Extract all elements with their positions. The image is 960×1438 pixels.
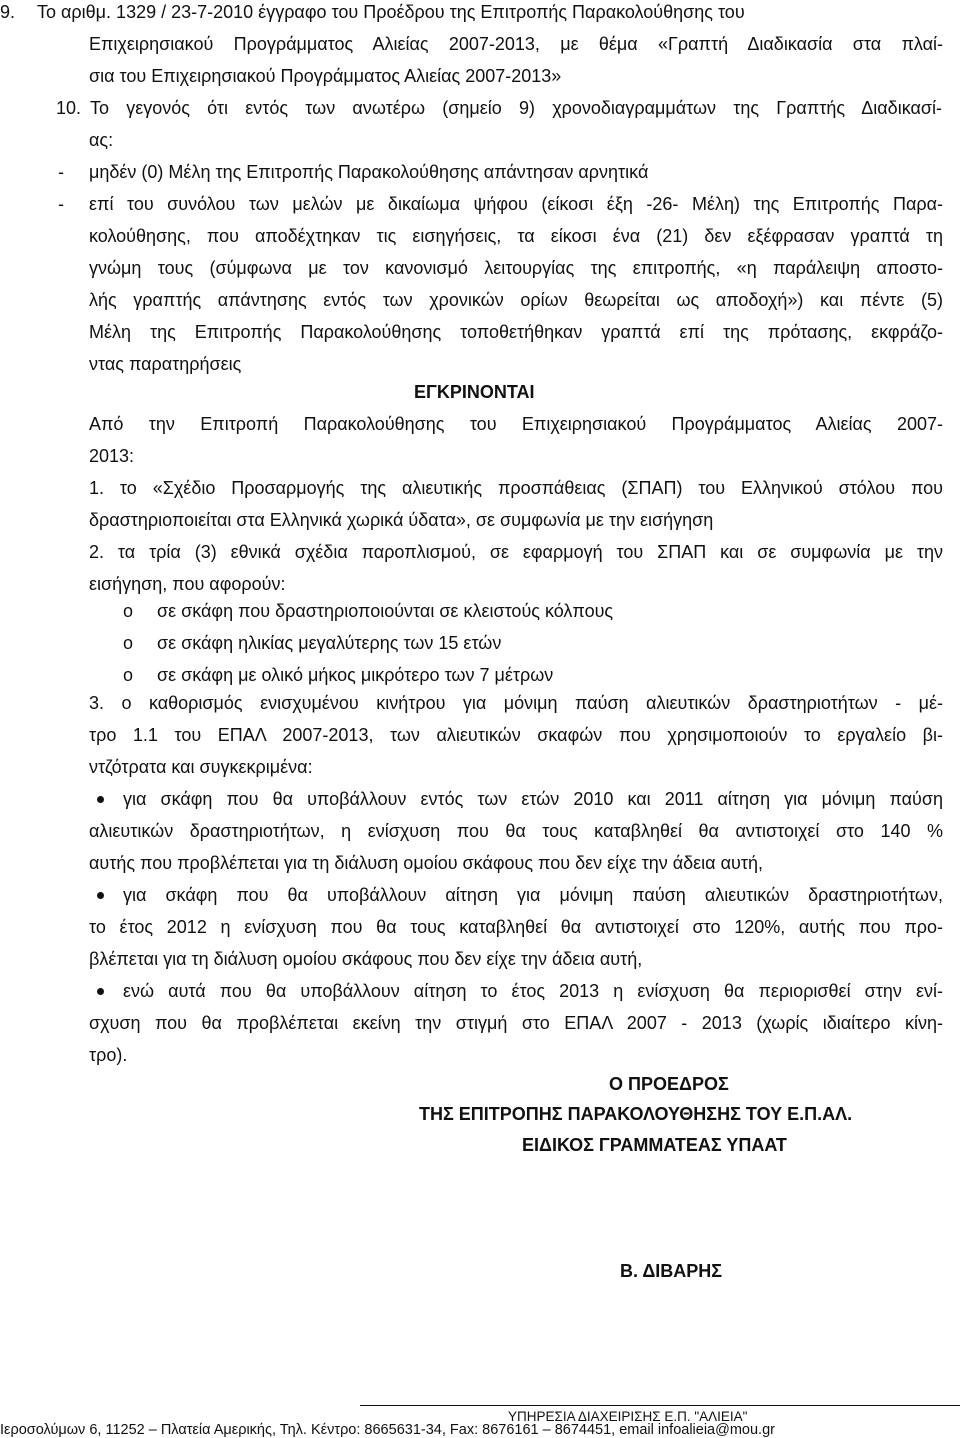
dash-item-1: μηδέν (0) Μέλη της Επιτροπής Παρακολούθησης απάντησαν αρνητικά [89,162,649,182]
continuation-line-3: λής γραπτής απάντησης εντός των χρονικών ορίων θεωρείται ως αποδοχή») και πέντε (5) [89,290,943,310]
point-3-line-2: τρο 1.1 του ΕΠΑΛ 2007-2013, των αλιευτικών σκαφών που χρησιμοποιούν το εργαλείο βι- [89,725,943,745]
footer-rule [360,1405,960,1406]
bullet-3-line-1: ενώ αυτά που θα υποβάλλουν αίτηση το έτος 2013 η ενίσχυση θα περιορισθεί στην ενί- [123,981,943,1001]
continuation-line-4: Μέλη της Επιτροπής Παρακολούθησης τοποθετήθηκαν γραπτά επί της πρότασης, εκφράζο- [89,322,943,342]
continuation-line-1: κολούθησης, που αποδέχτηκαν τις εισηγήσεις, τα είκοσι ένα (21) δεν εξέφρασαν γραπτά τη [89,226,943,246]
point-2-line-2: εισήγηση, που αφορούν: [89,574,286,594]
point-3-line-3: ντζότρατα και συγκεκριμένα: [89,757,313,777]
bullet-dot [97,892,104,899]
sub-item-marker: o [123,601,134,621]
sub-item-marker: o [123,633,134,653]
dash-marker: - [58,194,64,214]
sub-item-1: σε σκάφη που δραστηριοποιούνται σε κλειστούς κόλπους [157,601,614,621]
signature-title-1: Ο ΠΡΟΕΔΡΟΣ [609,1074,729,1094]
dash-marker: - [58,162,64,182]
point-1-line-2: δραστηριοποιείται στα Ελληνικά χωρικά ύδατα», σε συμφωνία με την εισήγηση [89,510,714,530]
continuation-line-2: γνώμη τους (σύμφωνα με τον κανονισμό λειτουργίας της επιτροπής, «η παράλειψη αποστο- [89,258,943,278]
item-9-line-1: Το αριθμ. 1329 / 23-7-2010 έγγραφο του Προέδρου της Επιτροπής Παρακολούθησης του [37,2,745,22]
footer-service: ΥΠΗΡΕΣΙΑ ΔΙΑΧΕΙΡΙΣΗΣ Ε.Π. "ΑΛΙΕΙΑ" [508,1409,748,1424]
approval-intro-line-2: 2013: [89,446,135,466]
signature-title-3: ΕΙΔΙΚΟΣ ΓΡΑΜΜΑΤΕΑΣ ΥΠΑΑΤ [522,1135,787,1155]
bullet-1-line-2: αλιευτικών δραστηριοτήτων, η ενίσχυση που θα τους καταβληθεί θα αντιστοιχεί στο 140 % [89,821,943,841]
point-3-line-1: 3. ο καθορισμός ενισχυμένου κινήτρου για μόνιμη παύση αλιευτικών δραστηριοτήτων - μέ- [89,693,943,713]
bullet-3-line-3: τρο). [89,1045,128,1065]
bullet-dot [97,988,104,995]
bullet-1-line-1: για σκάφη που θα υποβάλλουν εντός των ετών 2010 και 2011 αίτηση για μόνιμη παύση [123,789,943,809]
item-9-line-3: σια του Επιχειρησιακού Προγράμματος Αλιείας 2007-2013» [89,66,562,86]
bullet-1-line-3: αυτής που προβλέπεται για τη διάλυση ομοίου σκάφους που δεν είχε την άδεια αυτή, [89,853,763,873]
sub-item-3: σε σκάφη με ολικό μήκος μικρότερο των 7 μέτρων [157,665,554,685]
dash-item-2: επί του συνόλου των μελών με δικαίωμα ψήφου (είκοσι έξη -26- Μέλη) της Επιτροπής Παρα- [89,194,943,214]
footer-address: Ιεροσολύμων 6, 11252 – Πλατεία Αμερικής, Τηλ. Κέντρο: 8665631-34, Fax: 8676161 – 8674451, email infoalieia@mou.gr [0,1422,775,1438]
point-2-line-1: 2. τα τρία (3) εθνικά σχέδια παροπλισμού, σε εφαρμογή του ΣΠΑΠ και σε συμφωνία με την [89,542,943,562]
item-10-number: 10. [56,98,82,118]
item-10-line-1: Το γεγονός ότι εντός των ανωτέρω (σημείο 9) χρονοδιαγραμμάτων της Γραπτής Διαδικασί- [90,98,942,118]
bullet-2-line-3: βλέπεται για τη διάλυση ομοίου σκάφους που δεν είχε την άδεια αυτή, [89,949,643,969]
item-9-number: 9. [0,2,16,22]
point-1-line-1: 1. το «Σχέδιο Προσαρμογής της αλιευτικής προσπάθειας (ΣΠΑΠ) του Ελληνικού στόλου που [89,478,943,498]
continuation-line-5: ντας παρατηρήσεις [89,354,242,374]
sub-item-2: σε σκάφη ηλικίας μεγαλύτερης των 15 ετών [157,633,502,653]
approval-intro-line-1: Από την Επιτροπή Παρακολούθησης του Επιχειρησιακού Προγράμματος Αλιείας 2007- [89,414,943,434]
bullet-2-line-1: για σκάφη που θα υποβάλλουν αίτηση για μόνιμη παύση αλιευτικών δραστηριοτήτων, [123,885,943,905]
item-10-line-2: ας: [89,130,114,150]
signature-title-2: ΤΗΣ ΕΠΙΤΡΟΠΗΣ ΠΑΡΑΚΟΛΟΥΘΗΣΗΣ ΤΟΥ Ε.Π.ΑΛ. [419,1104,853,1124]
sub-item-marker: o [123,665,134,685]
bullet-dot [97,796,104,803]
approval-heading: ΕΓΚΡΙΝΟΝΤΑΙ [414,382,535,402]
bullet-2-line-2: το έτος 2012 η ενίσχυση που θα τους καταβληθεί θα αντιστοιχεί στο 120%, αυτής που προ- [89,917,943,937]
bullet-3-line-2: σχυση που θα προβλέπεται εκείνη την στιγμή στο ΕΠΑΛ 2007 - 2013 (χωρίς ιδιαίτερο κίνη- [89,1013,943,1033]
item-9-line-2: Επιχειρησιακού Προγράμματος Αλιείας 2007-2013, με θέμα «Γραπτή Διαδικασία στα πλαί- [89,34,943,54]
signatory-name: Β. ΔΙΒΑΡΗΣ [620,1261,723,1281]
